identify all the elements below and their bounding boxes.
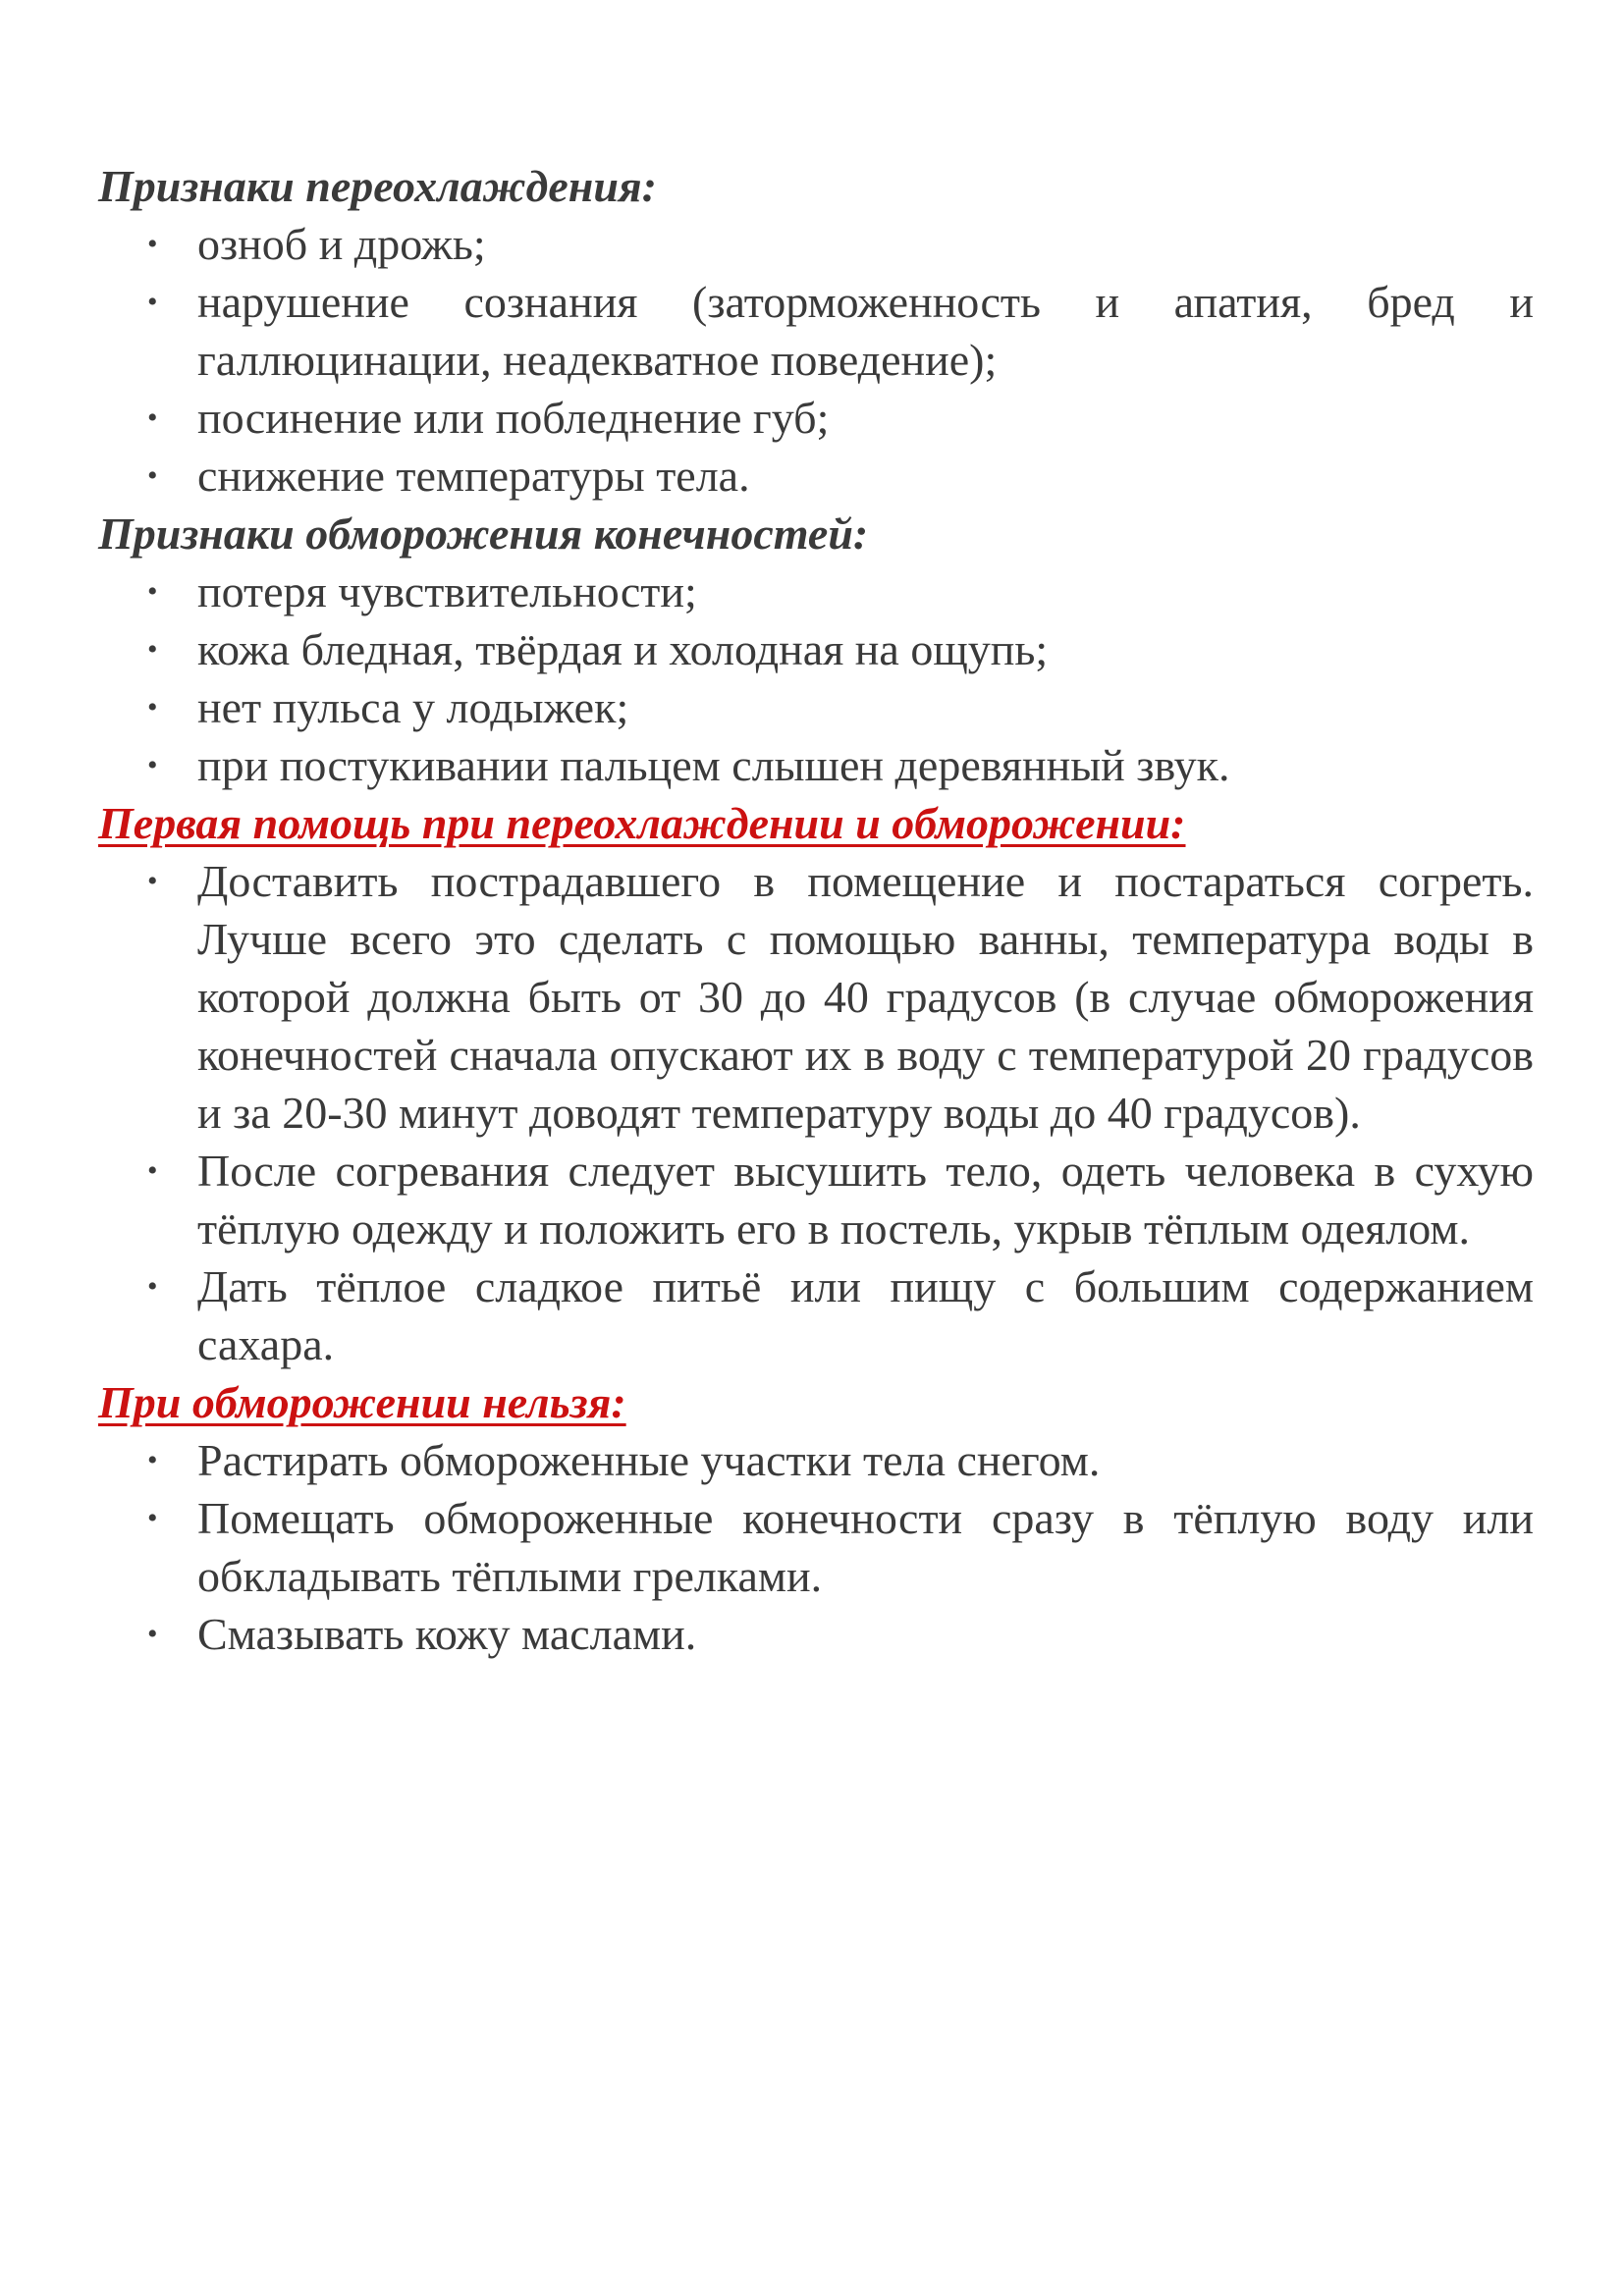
document-page bbox=[98, 157, 1534, 1663]
bullet-icon: • bbox=[147, 1618, 158, 1650]
list-first-aid bbox=[98, 852, 1534, 1373]
heading-frostbite-donts: При обморожении нельзя: bbox=[98, 1377, 626, 1427]
bullet-icon: • bbox=[147, 286, 158, 318]
bullet-icon: • bbox=[147, 575, 158, 608]
list-item: • посинение или побледнение губ; bbox=[98, 389, 1534, 447]
list-frostbite-donts bbox=[98, 1431, 1534, 1663]
list-item: • Помещать обмороженные конечности сразу в тёплую воду или обкладывать тёплыми грелками. bbox=[98, 1489, 1534, 1605]
list-item: • снижение температуры тела. bbox=[98, 447, 1534, 505]
heading-first-aid: Первая помощь при переохлаждении и обморожении: bbox=[98, 798, 1186, 848]
list-item: • нет пульса у лодыжек; bbox=[98, 678, 1534, 736]
bullet-icon: • bbox=[147, 633, 158, 666]
list-item: • нарушение сознания (заторможенность и апатия, бред и галлюцинации, неадекватное поведение); bbox=[98, 273, 1534, 389]
bullet-icon: • bbox=[147, 459, 158, 492]
list-frostbite-signs bbox=[98, 562, 1534, 794]
list-item: • Доставить пострадавшего в помещение и постараться согреть. Лучше всего это сделать с помощью ванны, температура воды в которой должна быть от 30 до 40 градусов (в случае обморожения конечностей сначала опускают их в воду с температурой 20 градусов и за 20-30 минут доводят температуру воды до 40 градусов). bbox=[98, 852, 1534, 1142]
bullet-icon: • bbox=[147, 401, 158, 434]
list-item: • озноб и дрожь; bbox=[98, 215, 1534, 273]
list-hypothermia-signs bbox=[98, 215, 1534, 505]
bullet-icon: • bbox=[147, 1502, 158, 1534]
bullet-icon: • bbox=[147, 1154, 158, 1187]
list-item: • Дать тёплое сладкое питьё или пищу с большим содержанием сахара. bbox=[98, 1257, 1534, 1373]
bullet-icon: • bbox=[147, 1270, 158, 1303]
list-item: • Смазывать кожу маслами. bbox=[98, 1605, 1534, 1663]
list-item: • После согревания следует высушить тело, одеть человека в сухую тёплую одежду и положить его в постель, укрыв тёплым одеялом. bbox=[98, 1142, 1534, 1257]
list-item: • Растирать обмороженные участки тела снегом. bbox=[98, 1431, 1534, 1489]
list-item: • кожа бледная, твёрдая и холодная на ощупь; bbox=[98, 620, 1534, 678]
heading-frostbite-signs: Признаки обморожения конечностей: bbox=[98, 508, 869, 559]
list-item: • потеря чувствительности; bbox=[98, 562, 1534, 620]
heading-hypothermia-signs: Признаки переохлаждения: bbox=[98, 161, 657, 211]
bullet-icon: • bbox=[147, 749, 158, 781]
list-item: • при постукивании пальцем слышен деревянный звук. bbox=[98, 736, 1534, 794]
bullet-icon: • bbox=[147, 865, 158, 897]
bullet-icon: • bbox=[147, 691, 158, 723]
bullet-icon: • bbox=[147, 228, 158, 260]
bullet-icon: • bbox=[147, 1444, 158, 1476]
